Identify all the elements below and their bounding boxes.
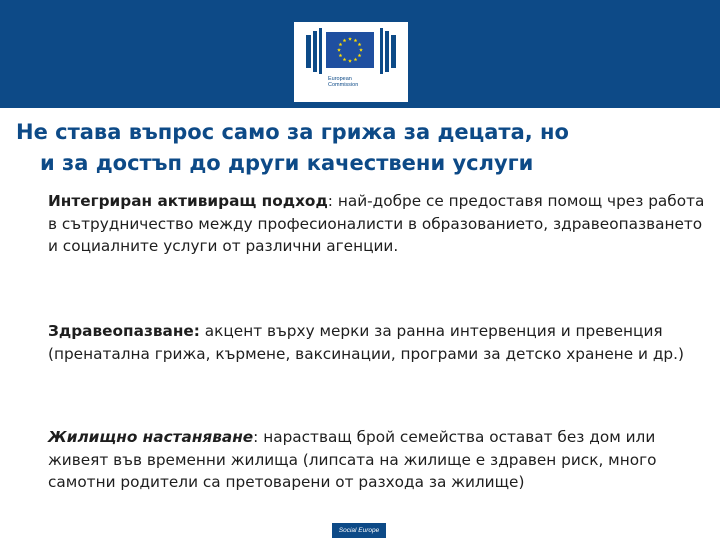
- slide-title: [16, 117, 716, 179]
- bullet-text: : най-добре се предоставя помощ чрез работа в сътрудничество между професионалисти в образованието, здравеопазването и социалните услуги от различни агенции.: [48, 192, 705, 255]
- bullet-text: акцент върху мерки за ранна интервенция и превенция (пренатална грижа, кърмене, ваксинации, програми за детско хранене и др.): [48, 322, 684, 363]
- bullet-integrated-approach: [48, 190, 708, 258]
- bullet-term: Интегриран активиращ подход: [48, 192, 328, 210]
- bullet-term: Здравеопазване:: [48, 322, 200, 340]
- bullet-healthcare: [48, 320, 708, 365]
- bullet-term: Жилищно настаняване: [48, 428, 254, 446]
- slide-title-line-2: и за достъп до други качествени услуги: [40, 151, 534, 175]
- bullet-text: : нарастващ брой семейства остават без дом или живеят във временни жилища (липсата на жилище е здравен риск, много самотни родители са претоварени от разхода за жилище): [48, 428, 657, 491]
- bullet-housing: [48, 426, 708, 494]
- logo-caption: [328, 76, 358, 88]
- logo-line-1: European: [328, 76, 352, 82]
- social-europe-badge: Social Europe: [332, 523, 386, 538]
- slide-title-line-1: Не става въпрос само за грижа за децата, но: [16, 120, 569, 144]
- european-commission-logo: [294, 22, 408, 102]
- european-commission-logo-icon: [294, 22, 408, 102]
- header-banner: [0, 0, 720, 108]
- logo-line-2: Commission: [328, 82, 359, 88]
